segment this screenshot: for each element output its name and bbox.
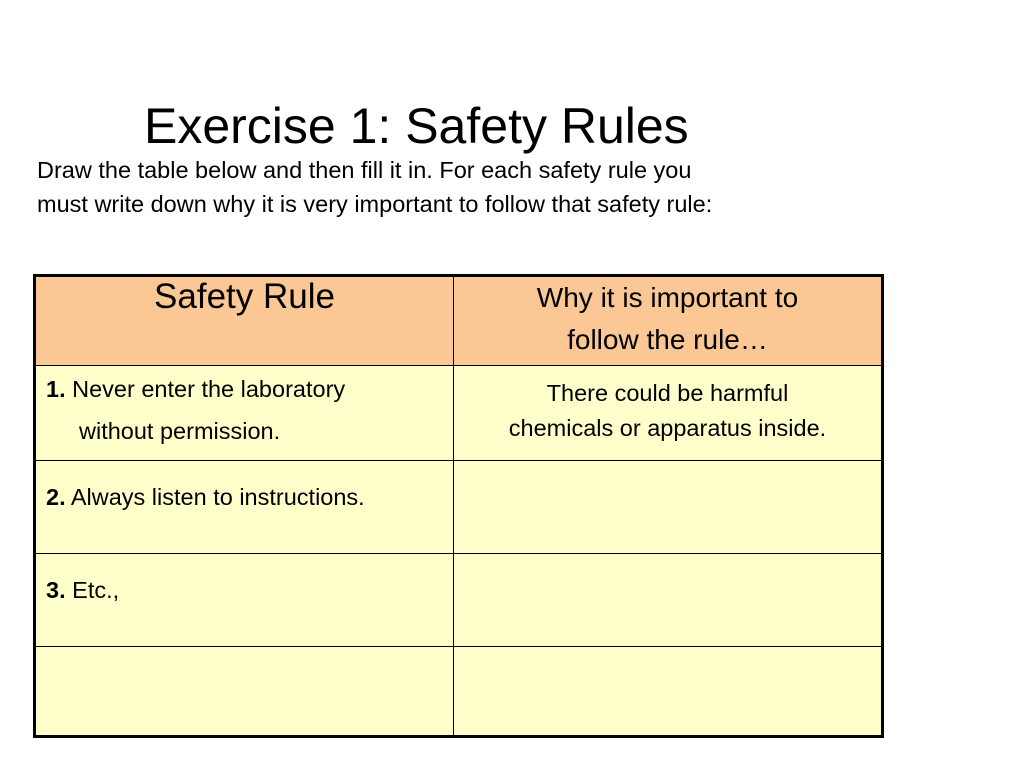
page-title: Exercise 1: Safety Rules [144,97,689,154]
table-row [35,461,883,554]
reason-cell [454,366,883,461]
reason-line: There could be harmful [546,380,789,406]
rule-cell [35,366,454,461]
rule-text: Etc., [72,577,120,603]
rule-number: 3. [46,577,66,603]
table-header-row [35,276,883,366]
rule-text: Always listen to instructions. [70,484,365,510]
header-why-line: Why it is important to [536,282,799,313]
instructions-line: must write down why it is very important to follow that safety rule: [37,191,713,217]
header-why-important [454,276,883,366]
rule-cell [35,554,454,647]
rule-line: without permission. [79,418,281,444]
instructions-text [37,153,897,221]
rule-line [46,476,453,518]
rule-number: 2. [46,484,66,510]
rule-number: 1. [46,376,66,402]
table-row [35,647,883,737]
reason-line: chemicals or apparatus inside. [508,415,827,441]
rule-text: Never enter the laboratory [72,376,346,402]
reason-cell [454,461,883,554]
instructions-line: Draw the table below and then fill it in. For each safety rule you [37,157,692,183]
reason-cell [454,647,883,737]
rule-cell [35,647,454,737]
header-why-line: follow the rule… [567,324,768,355]
reason-cell [454,554,883,647]
header-safety-rule: Safety Rule [35,276,454,366]
rule-line [46,569,453,611]
table-row [35,366,883,461]
safety-rules-table [33,274,884,738]
rule-cell [35,461,454,554]
table-row [35,554,883,647]
rule-line [46,368,453,410]
